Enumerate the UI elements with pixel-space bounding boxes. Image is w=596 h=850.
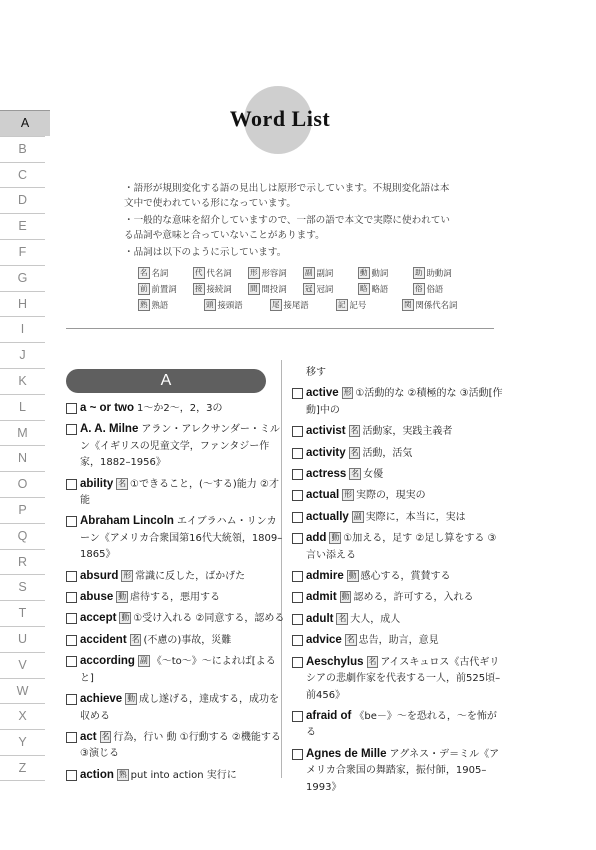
pos-abbr-icon: 略 bbox=[360, 284, 368, 293]
pos-abbr-icon: 冠 bbox=[305, 284, 313, 293]
definition: 実際の，現実の bbox=[356, 490, 426, 502]
alphabet-tab-o[interactable]: O bbox=[0, 471, 45, 497]
alphabet-tab-n[interactable]: N bbox=[0, 445, 45, 471]
definition: ①活動的な ②積極的な ③活動[作動]中の bbox=[306, 388, 503, 416]
checkbox[interactable] bbox=[292, 592, 303, 603]
definition: 活動，活気 bbox=[362, 447, 413, 459]
pos-abbr-icon: 動 bbox=[127, 694, 135, 704]
alphabet-tab-x[interactable]: X bbox=[0, 703, 45, 729]
checkbox[interactable] bbox=[292, 490, 303, 501]
alphabet-tab-i[interactable]: I bbox=[0, 316, 45, 342]
headword: achieve bbox=[80, 693, 123, 706]
checkbox[interactable] bbox=[292, 635, 303, 646]
pos-abbr-icon: 動 bbox=[121, 613, 130, 623]
legend-item bbox=[248, 265, 303, 281]
continuation-text: 移す bbox=[306, 367, 326, 378]
word-entry bbox=[292, 423, 504, 440]
checkbox[interactable] bbox=[66, 516, 77, 527]
checkbox[interactable] bbox=[292, 469, 303, 480]
pos-abbr-icon: 名 bbox=[338, 613, 347, 623]
definition: ①受け入れる ②同意する，認める bbox=[133, 613, 285, 625]
note-item: ・品詞は以下のように示しています。 bbox=[124, 247, 287, 258]
pos-abbr-icon: 動 bbox=[360, 268, 368, 277]
definition: 感心する，賞賛する bbox=[360, 571, 451, 583]
legend-label: 関係代名詞 bbox=[415, 300, 458, 310]
word-entry bbox=[292, 509, 504, 526]
legend-label: 記号 bbox=[349, 300, 367, 310]
alphabet-tab-t[interactable]: T bbox=[0, 600, 45, 626]
word-entry bbox=[66, 400, 286, 417]
checkbox[interactable] bbox=[292, 448, 303, 459]
headword: actual bbox=[306, 489, 340, 502]
legend-label: 接続詞 bbox=[206, 284, 232, 294]
legend-item bbox=[248, 281, 303, 297]
legend-item bbox=[413, 281, 468, 297]
legend-label: 俗語 bbox=[426, 284, 444, 294]
legend-item bbox=[303, 281, 358, 297]
alphabet-tab-g[interactable]: G bbox=[0, 265, 45, 291]
legend-item bbox=[413, 265, 468, 281]
legend-item bbox=[138, 297, 204, 313]
headword: add bbox=[306, 532, 327, 545]
legend-item bbox=[138, 281, 193, 297]
legend-item bbox=[402, 297, 468, 313]
alphabet-tab-j[interactable]: J bbox=[0, 342, 45, 368]
checkbox[interactable] bbox=[66, 694, 77, 705]
legend-item bbox=[193, 281, 248, 297]
checkbox[interactable] bbox=[292, 533, 303, 544]
word-entry bbox=[292, 568, 504, 585]
definition: put into action 実行に bbox=[130, 769, 237, 781]
legend-item bbox=[303, 265, 358, 281]
legend-item bbox=[358, 265, 413, 281]
checkbox[interactable] bbox=[292, 749, 303, 760]
alphabet-tab-l[interactable]: L bbox=[0, 394, 45, 420]
pos-abbr-icon: 関 bbox=[404, 300, 412, 309]
word-entry bbox=[66, 653, 286, 687]
checkbox[interactable] bbox=[292, 614, 303, 625]
legend-label: 代名詞 bbox=[206, 268, 232, 278]
checkbox[interactable] bbox=[66, 613, 77, 624]
headword: A. A. Milne bbox=[80, 423, 139, 436]
word-entry bbox=[66, 632, 286, 649]
headword: adult bbox=[306, 612, 334, 625]
word-entry bbox=[66, 729, 286, 763]
definition: エイブラハム・リンカーン《アメリカ合衆国第16代大統領，1809–1865》 bbox=[80, 516, 283, 561]
word-entry bbox=[66, 610, 286, 627]
checkbox[interactable] bbox=[292, 388, 303, 399]
alphabet-tab-c[interactable]: C bbox=[0, 162, 45, 188]
word-entry bbox=[292, 708, 504, 742]
headword: advice bbox=[306, 634, 342, 647]
legend-item bbox=[358, 281, 413, 297]
word-entry bbox=[292, 445, 504, 462]
alphabet-tab-z[interactable]: Z bbox=[0, 755, 45, 781]
headword: active bbox=[306, 387, 339, 400]
legend-label: 熟語 bbox=[151, 300, 169, 310]
pos-abbr-icon: 名 bbox=[350, 447, 359, 457]
word-entry bbox=[66, 476, 286, 510]
alphabet-tab-s[interactable]: S bbox=[0, 574, 45, 600]
alphabet-tab-p[interactable]: P bbox=[0, 497, 45, 523]
checkbox[interactable] bbox=[66, 656, 77, 667]
headword: actress bbox=[306, 468, 347, 481]
definition: アイスキュロス《古代ギリシアの悲劇作家を代表する一人，前525頃–前456》 bbox=[306, 656, 501, 701]
alphabet-tab-r[interactable]: R bbox=[0, 549, 45, 575]
headword: Aeschylus bbox=[306, 655, 364, 668]
pos-abbr-icon: 名 bbox=[140, 268, 148, 277]
alphabet-tab-v[interactable]: V bbox=[0, 652, 45, 678]
pos-abbr-icon: 名 bbox=[118, 478, 127, 488]
alphabet-tab-w[interactable]: W bbox=[0, 678, 45, 704]
checkbox[interactable] bbox=[66, 770, 77, 781]
pos-abbr-icon: 形 bbox=[123, 570, 132, 580]
legend-label: 前置詞 bbox=[151, 284, 177, 294]
divider bbox=[66, 328, 494, 329]
pos-abbr-icon: 副 bbox=[139, 656, 148, 666]
pos-abbr-icon: 助 bbox=[415, 268, 423, 277]
alphabet-tab-y[interactable]: Y bbox=[0, 729, 45, 755]
checkbox[interactable] bbox=[292, 426, 303, 437]
pos-abbr-icon: 動 bbox=[341, 592, 350, 602]
headword: according bbox=[80, 655, 135, 668]
alphabet-tab-e[interactable]: E bbox=[0, 213, 45, 239]
alphabet-tab-b[interactable]: B bbox=[0, 136, 45, 162]
word-entry bbox=[292, 466, 504, 483]
definition: 《～to～》～によれば[よると] bbox=[80, 656, 276, 684]
left-column bbox=[66, 369, 286, 788]
section-header: A bbox=[66, 369, 266, 393]
legend-item bbox=[204, 297, 270, 313]
checkbox[interactable] bbox=[292, 571, 303, 582]
headword: admit bbox=[306, 591, 337, 604]
usage-notes bbox=[124, 181, 454, 262]
definition: 成し遂げる，達成する，成功を収める bbox=[80, 694, 279, 722]
headword: activity bbox=[306, 446, 346, 459]
pos-abbr-icon: 名 bbox=[131, 634, 140, 644]
definition: 行為，行い 動 ①行動する ②機能する ③演じる bbox=[80, 731, 281, 760]
pos-abbr-icon: 形 bbox=[344, 490, 353, 500]
headword: accept bbox=[80, 612, 117, 625]
pos-abbr-icon: 名 bbox=[346, 635, 355, 645]
definition: 1～か2～，2，3の bbox=[137, 403, 223, 414]
word-entry bbox=[292, 611, 504, 628]
pos-abbr-icon: 前 bbox=[140, 284, 148, 293]
definition: ①加える，足す ②足し算をする ③言い添える bbox=[306, 533, 497, 561]
headword: absurd bbox=[80, 569, 119, 582]
checkbox[interactable] bbox=[66, 592, 77, 603]
legend-row bbox=[138, 265, 468, 281]
headword: action bbox=[80, 768, 114, 781]
pos-abbr-icon: 熟 bbox=[118, 769, 127, 779]
pos-legend bbox=[138, 265, 468, 313]
pos-abbr-icon: 俗 bbox=[415, 284, 423, 293]
definition: 活動家，実践主義者 bbox=[362, 426, 453, 438]
pos-abbr-icon: 名 bbox=[101, 731, 110, 741]
pos-abbr-icon: 代 bbox=[195, 268, 203, 277]
headword: actually bbox=[306, 510, 349, 523]
pos-abbr-icon: 尾 bbox=[272, 300, 280, 309]
word-entry bbox=[66, 691, 286, 725]
word-entry bbox=[66, 421, 286, 471]
checkbox[interactable] bbox=[292, 711, 303, 722]
definition: 虐待する，悪用する bbox=[130, 592, 221, 604]
word-entry bbox=[292, 487, 504, 504]
pos-abbr-icon: 形 bbox=[343, 388, 352, 398]
pos-abbr-icon: 動 bbox=[331, 533, 340, 543]
word-entry bbox=[66, 513, 286, 563]
checkbox[interactable] bbox=[66, 732, 77, 743]
note-item: ・語形が規則変化する語の見出しは原形で示しています。不規則変化語は本文中で使われている形になっています。 bbox=[124, 183, 450, 209]
note-item: ・一般的な意味を紹介していますので、一部の語で本文で実際に使われている品詞や意味と合っていないことがあります。 bbox=[124, 215, 450, 241]
checkbox[interactable] bbox=[66, 424, 77, 435]
alphabet-tab-d[interactable]: D bbox=[0, 187, 45, 213]
headword: act bbox=[80, 730, 97, 743]
word-entry bbox=[292, 530, 504, 564]
definition: 実際に，本当に，実は bbox=[365, 511, 466, 523]
pos-abbr-icon: 動 bbox=[118, 592, 127, 602]
pos-abbr-icon: 熟 bbox=[140, 300, 148, 309]
legend-label: 形容詞 bbox=[261, 268, 287, 278]
checkbox[interactable] bbox=[292, 657, 303, 668]
legend-item bbox=[270, 297, 336, 313]
headword: admire bbox=[306, 570, 344, 583]
headword: afraid of bbox=[306, 709, 352, 722]
pos-abbr-icon: 名 bbox=[351, 469, 360, 479]
headword: Agnes de Mille bbox=[306, 747, 387, 760]
legend-row bbox=[138, 297, 468, 313]
word-entry bbox=[66, 767, 286, 784]
headword: a ~ or two bbox=[80, 402, 134, 414]
legend-label: 接尾語 bbox=[283, 300, 309, 310]
pos-abbr-icon: 間 bbox=[250, 284, 258, 293]
definition: 常識に反した，ばかげた bbox=[135, 570, 246, 582]
alphabet-tab-f[interactable]: F bbox=[0, 239, 45, 265]
definition: アグネス・デ＝ミル《アメリカ合衆国の舞踏家，振付師，1905–1993》 bbox=[306, 748, 500, 793]
word-entry bbox=[66, 589, 286, 606]
definition: ①できること，(～する)能力 ②才能 bbox=[80, 478, 279, 507]
legend-item bbox=[193, 265, 248, 281]
pos-abbr-icon: 副 bbox=[305, 268, 313, 277]
word-entry bbox=[292, 632, 504, 649]
legend-label: 副詞 bbox=[316, 268, 334, 278]
word-entry bbox=[66, 568, 286, 585]
pos-abbr-icon: 形 bbox=[250, 268, 258, 277]
legend-item bbox=[336, 297, 402, 313]
legend-label: 間投詞 bbox=[261, 284, 287, 294]
pos-abbr-icon: 頭 bbox=[206, 300, 214, 309]
alphabet-tab-a[interactable]: A bbox=[0, 110, 50, 136]
checkbox[interactable] bbox=[66, 403, 77, 414]
checkbox[interactable] bbox=[292, 512, 303, 523]
legend-label: 名詞 bbox=[151, 268, 169, 278]
alphabet-tab-k[interactable]: K bbox=[0, 368, 45, 394]
headword: Abraham Lincoln bbox=[80, 515, 174, 528]
legend-label: 冠詞 bbox=[316, 284, 334, 294]
headword: ability bbox=[80, 477, 114, 490]
word-entry bbox=[292, 746, 504, 796]
legend-row bbox=[138, 281, 468, 297]
definition: 大人，成人 bbox=[350, 613, 401, 625]
pos-abbr-icon: 副 bbox=[353, 511, 362, 521]
pos-abbr-icon: 接 bbox=[195, 284, 203, 293]
pos-abbr-icon: 動 bbox=[348, 571, 357, 581]
pos-abbr-icon: 名 bbox=[368, 656, 377, 666]
word-entry bbox=[292, 589, 504, 606]
definition: 忠告，助言，意見 bbox=[358, 635, 439, 647]
right-column bbox=[292, 365, 504, 800]
definition: アラン・アレクサンダー・ミルン《イギリスの児童文学，ファンタジー作家，1882–1956》 bbox=[80, 424, 280, 469]
headword: accident bbox=[80, 633, 127, 646]
checkbox[interactable] bbox=[66, 571, 77, 582]
alphabet-tab-m[interactable]: M bbox=[0, 420, 45, 446]
legend-label: 略語 bbox=[371, 284, 389, 294]
legend-item bbox=[138, 265, 193, 281]
legend-label: 助動詞 bbox=[426, 268, 452, 278]
alphabet-index bbox=[0, 110, 50, 781]
alphabet-tab-h[interactable]: H bbox=[0, 291, 45, 317]
checkbox[interactable] bbox=[66, 635, 77, 646]
page-title: Word List bbox=[229, 106, 331, 131]
legend-label: 動詞 bbox=[371, 268, 389, 278]
definition: (不慮の)事故，災難 bbox=[143, 634, 232, 646]
word-entry bbox=[292, 654, 504, 704]
pos-abbr-icon: 記 bbox=[338, 300, 346, 309]
definition: 認める，許可する，入れる bbox=[353, 592, 474, 604]
headword: activist bbox=[306, 425, 346, 438]
word-entry bbox=[292, 385, 504, 419]
pos-abbr-icon: 名 bbox=[350, 426, 359, 436]
definition: 《be－》～を恐れる，～を怖がる bbox=[306, 710, 497, 739]
headword: abuse bbox=[80, 591, 114, 604]
definition: 女優 bbox=[363, 469, 384, 481]
legend-label: 接頭語 bbox=[217, 300, 243, 310]
alphabet-tab-u[interactable]: U bbox=[0, 626, 45, 652]
alphabet-tab-q[interactable]: Q bbox=[0, 523, 45, 549]
checkbox[interactable] bbox=[66, 479, 77, 490]
